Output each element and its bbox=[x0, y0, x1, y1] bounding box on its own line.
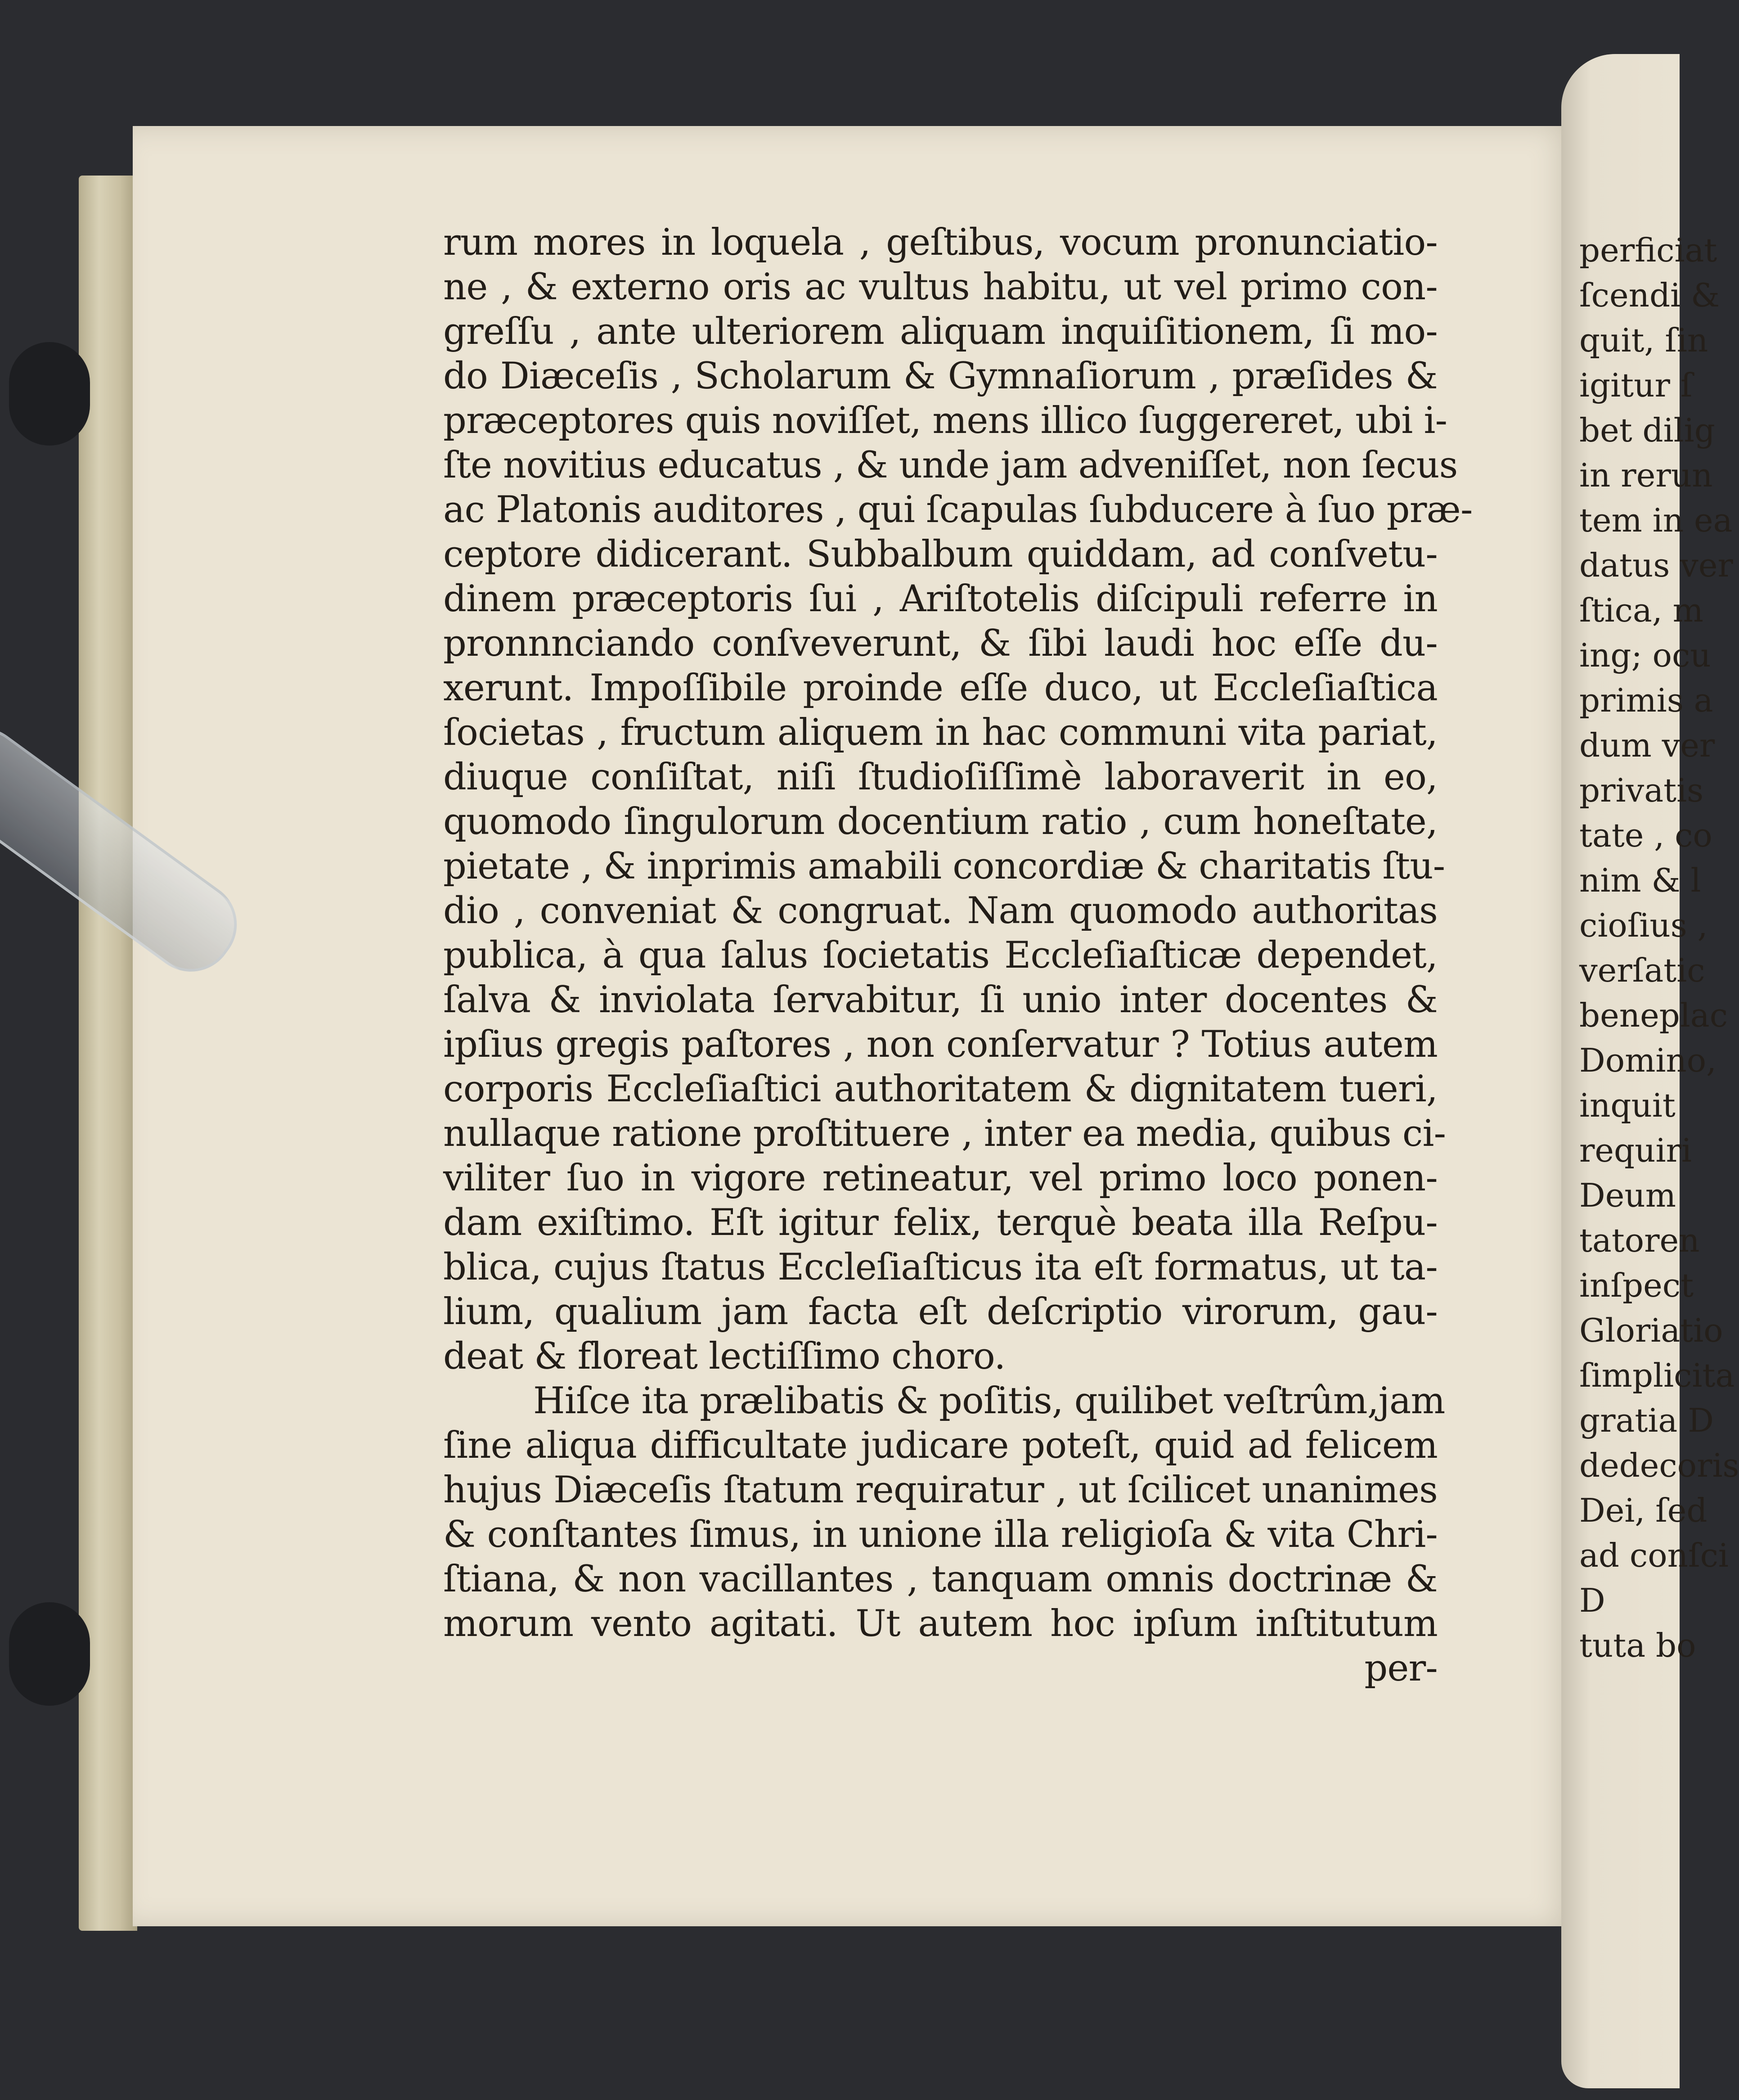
text-line: pietate , & inprimis amabili concordiæ & charitatis ſtu- bbox=[443, 845, 1445, 888]
text-line: & conſtantes ſimus, in unione illa religioſa & vita Chri- bbox=[443, 1514, 1438, 1556]
facing-line: inſpect bbox=[1579, 1266, 1694, 1304]
text-line: pronnnciando conſveverunt, & ſibi laudi hoc eſſe du- bbox=[443, 622, 1438, 665]
text-line: hujus Diæceſis ſtatum requiratur , ut ſcilicet unanimes bbox=[443, 1469, 1438, 1511]
facing-line: ſcendi & bbox=[1579, 276, 1720, 314]
facing-line: dum ver bbox=[1579, 726, 1715, 764]
text-line: ſtiana, & non vacillantes , tanquam omnis doctrinæ & bbox=[443, 1558, 1438, 1600]
text-line: ſine aliqua difficultate judicare poteſt, quid ad felicem bbox=[443, 1424, 1438, 1467]
facing-line: gratia D bbox=[1579, 1402, 1714, 1439]
text-line: nullaque ratione proſtituere , inter ea media, quibus ci- bbox=[443, 1113, 1446, 1155]
facing-line: Domino, bbox=[1579, 1041, 1717, 1079]
text-line: ſocietas , fructum aliquem in hac communi vita pariat, bbox=[443, 712, 1438, 754]
facing-line: dedecoris bbox=[1579, 1447, 1739, 1484]
text-line: xerunt. Impoſſibile proinde eſſe duco, ut Eccleſiaſtica bbox=[443, 667, 1438, 709]
facing-line: tate , co bbox=[1579, 816, 1712, 854]
text-line: ipſius gregis paſtores , non conſervatur ? Totius autem bbox=[443, 1023, 1438, 1066]
facing-line: D bbox=[1579, 1582, 1605, 1619]
text-line: ſalva & inviolata ſervabitur, ſi unio inter docentes & bbox=[443, 979, 1438, 1021]
facing-line: ſtica, m bbox=[1579, 591, 1703, 629]
page-clip-bottom bbox=[9, 1602, 90, 1706]
text-line-paragraph-start: Hiſce ita prælibatis & poſitis, quilibet veſtrûm,jam bbox=[533, 1380, 1445, 1422]
facing-line: inquit bbox=[1579, 1086, 1676, 1124]
facing-line: tem in ea bbox=[1579, 501, 1733, 539]
facing-line: cioſius , bbox=[1579, 906, 1708, 944]
text-line: ac Platonis auditores , qui ſcapulas ſubducere à ſuo præ- bbox=[443, 489, 1473, 531]
facing-page bbox=[1561, 54, 1739, 2088]
facing-line: perficiat bbox=[1579, 231, 1717, 269]
facing-line: tuta bo bbox=[1579, 1627, 1696, 1664]
text-line: rum mores in loquela , geſtibus, vocum pronunciatio- bbox=[443, 221, 1438, 264]
facing-line: quit, ſin bbox=[1579, 321, 1708, 359]
text-line: morum vento agitati. Ut autem hoc ipſum inſtitutum bbox=[443, 1603, 1438, 1645]
text-line: ceptore didicerant. Subbalbum quiddam, ad conſvetu- bbox=[443, 533, 1438, 576]
text-line-paragraph-end: deat & floreat lectiſſimo choro. bbox=[443, 1335, 1006, 1378]
facing-line: nim & l bbox=[1579, 861, 1701, 899]
text-line: greſſu , ante ulteriorem aliquam inquiſitionem, ſi mo- bbox=[443, 311, 1438, 353]
text-line: diuque conſiſtat, niſi ſtudioſiſſimè laboraverit in eo, bbox=[443, 756, 1438, 798]
text-line: do Diæceſis , Scholarum & Gymnaſiorum , præſides & bbox=[443, 355, 1438, 397]
text-line: lium, qualium jam facta eſt deſcriptio virorum, gau- bbox=[443, 1291, 1438, 1333]
page-clip-top bbox=[9, 342, 90, 446]
catchword: per- bbox=[1364, 1647, 1438, 1690]
facing-line: ſimplicita bbox=[1579, 1356, 1735, 1394]
text-line: viliter ſuo in vigore retineatur, vel primo loco ponen- bbox=[443, 1157, 1438, 1199]
facing-line: ing; ocu bbox=[1579, 636, 1711, 674]
facing-line: ad conſci bbox=[1579, 1537, 1729, 1574]
text-line: dam exiſtimo. Eſt igitur felix, terquè beata illa Reſpu- bbox=[443, 1202, 1438, 1244]
facing-line: tatoren bbox=[1579, 1221, 1700, 1259]
facing-line: Deum bbox=[1579, 1176, 1676, 1214]
body-text bbox=[443, 221, 1473, 1691]
facing-line: Gloriatio bbox=[1579, 1311, 1723, 1349]
facing-line: beneplac bbox=[1579, 996, 1728, 1034]
facing-line: privatis bbox=[1579, 771, 1704, 809]
facing-line: verſatic bbox=[1579, 951, 1705, 989]
text-line: dio , conveniat & congruat. Nam quomodo authoritas bbox=[443, 890, 1438, 932]
facing-line: igitur ſ bbox=[1579, 366, 1693, 404]
text-line: publica, à qua ſalus ſocietatis Eccleſiaſticæ dependet, bbox=[443, 934, 1438, 977]
text-line: corporis Eccleſiaſtici authoritatem & dignitatem tueri, bbox=[443, 1068, 1438, 1110]
text-line: præceptores quis noviſſet, mens illico ſuggereret, ubi i- bbox=[443, 400, 1447, 442]
text-line: blica, cujus ſtatus Eccleſiaſticus ita eſt formatus, ut ta- bbox=[443, 1246, 1438, 1289]
facing-line: datus ver bbox=[1579, 546, 1733, 584]
text-line: dinem præceptoris ſui , Ariſtotelis diſcipuli referre in bbox=[443, 578, 1438, 620]
text-line: ne , & externo oris ac vultus habitu, ut vel primo con- bbox=[443, 266, 1438, 308]
facing-line: bet dilig bbox=[1579, 411, 1715, 449]
facing-line: primis a bbox=[1579, 681, 1713, 719]
facing-line: Dei, ſed bbox=[1579, 1492, 1708, 1529]
facing-line: requiri bbox=[1579, 1131, 1692, 1169]
text-line: ſte novitius educatus , & unde jam adveniſſet, non ſecus bbox=[443, 444, 1458, 487]
facing-line: in rerun bbox=[1579, 456, 1713, 494]
text-line: quomodo ſingulorum docentium ratio , cum honeſtate, bbox=[443, 801, 1438, 843]
